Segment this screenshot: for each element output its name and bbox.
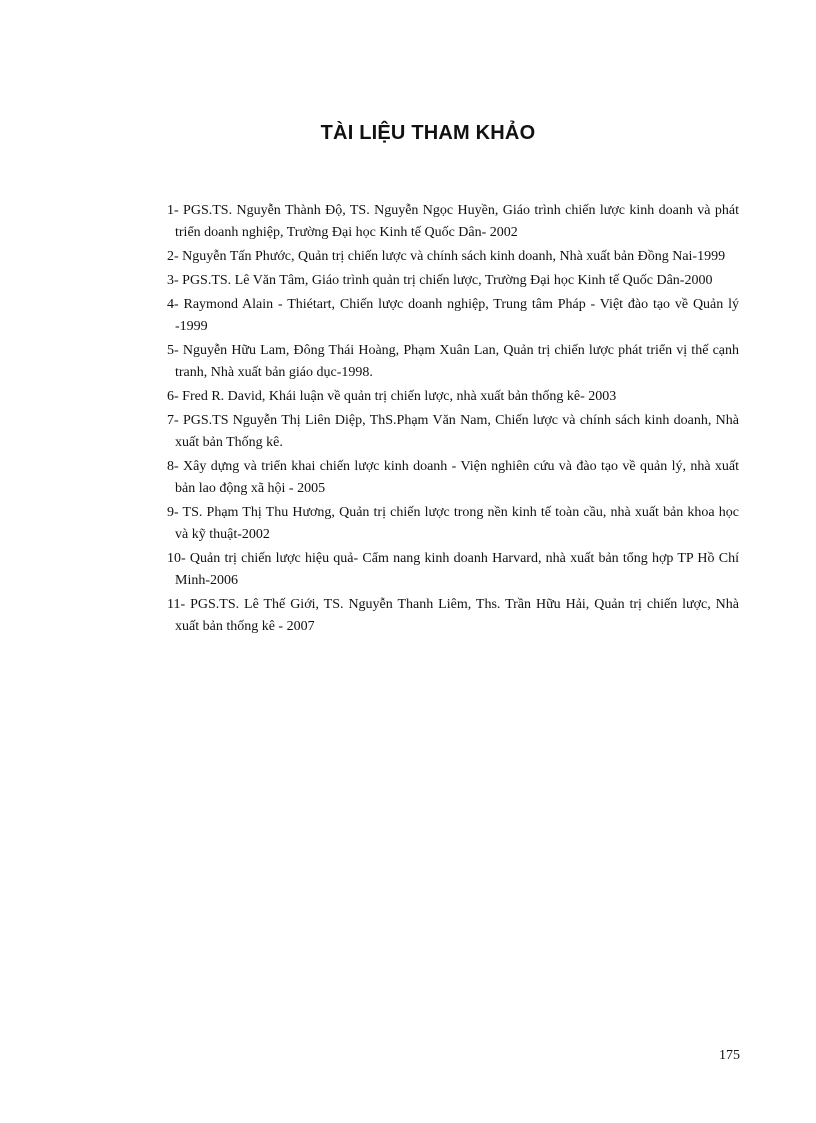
reference-item: 9- TS. Phạm Thị Thu Hương, Quản trị chiến lược trong nền kinh tế toàn cầu, nhà xuất bản khoa học và kỹ thuật-2002 <box>167 505 739 542</box>
reference-item: 4- Raymond Alain - Thiétart, Chiến lược doanh nghiệp, Trung tâm Pháp - Việt đào tạo về Quản lý -1999 <box>167 297 739 334</box>
reference-item: 3- PGS.TS. Lê Văn Tâm, Giáo trình quản trị chiến lược, Trường Đại học Kinh tế Quốc Dân-2000 <box>167 273 713 288</box>
reference-item: 5- Nguyễn Hữu Lam, Đông Thái Hoàng, Phạm Xuân Lan, Quản trị chiến lược phát triển vị thế cạnh tranh, Nhà xuất bản giáo dục-1998. <box>167 343 739 380</box>
reference-list <box>167 200 739 640</box>
reference-item: 1- PGS.TS. Nguyễn Thành Độ, TS. Nguyễn Ngọc Huyền, Giáo trình chiến lược kinh doanh và phát triển doanh nghiệp, Trường Đại học Kinh tế Quốc Dân- 2002 <box>167 203 739 240</box>
page-number: 175 <box>719 1048 740 1063</box>
reference-item: 2- Nguyễn Tấn Phước, Quản trị chiến lược và chính sách kinh doanh, Nhà xuất bản Đồng Nai-1999 <box>167 249 726 264</box>
reference-item: 6- Fred R. David, Khái luận về quản trị chiến lược, nhà xuất bản thống kê- 2003 <box>167 389 617 404</box>
page-title: TÀI LIỆU THAM KHẢO <box>320 122 536 144</box>
reference-item: 7- PGS.TS Nguyễn Thị Liên Diệp, ThS.Phạm Văn Nam, Chiến lược và chính sách kinh doanh, Nhà xuất bản Thống kê. <box>167 413 739 450</box>
reference-item: 11- PGS.TS. Lê Thế Giới, TS. Nguyễn Thanh Liêm, Ths. Trần Hữu Hải, Quản trị chiến lược, Nhà xuất bản thống kê - 2007 <box>167 597 739 634</box>
reference-item: 10- Quản trị chiến lược hiệu quả- Cẩm nang kinh doanh Harvard, nhà xuất bản tổng hợp TP Hồ Chí Minh-2006 <box>167 551 739 588</box>
reference-item: 8- Xây dựng và triển khai chiến lược kinh doanh - Viện nghiên cứu và đào tạo về quản lý, nhà xuất bản lao động xã hội - 2005 <box>167 459 739 496</box>
